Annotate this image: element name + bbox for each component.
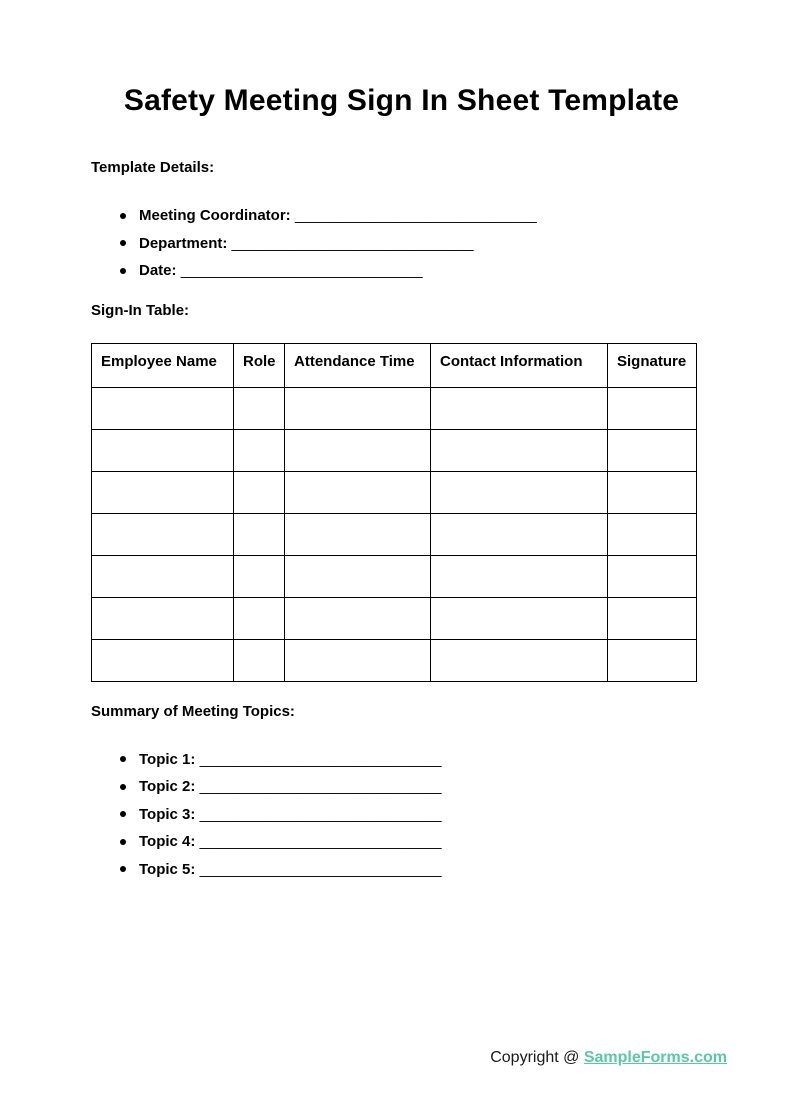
sign-in-table-cell [285, 555, 431, 597]
topic-5-label: Topic 5: [139, 860, 196, 878]
topic-3-blank-line: _____________________________ [199, 805, 442, 823]
sign-in-table-header-row [92, 343, 697, 387]
sign-in-table-cell [234, 513, 285, 555]
sign-in-table [91, 343, 697, 682]
column-header-attendance-time: Attendance Time [285, 343, 431, 387]
date-field [91, 257, 803, 285]
meeting-coordinator-label: Meeting Coordinator: [139, 207, 291, 224]
topic-5-item [91, 856, 803, 884]
topic-2-label: Topic 2: [139, 778, 196, 795]
department-blank-line: _____________________________ [231, 234, 474, 252]
column-header-employee-name: Employee Name [92, 343, 234, 387]
sign-in-table-cell [431, 429, 608, 471]
copyright-text: Copyright @ [490, 1049, 580, 1066]
sign-in-table-cell [285, 639, 431, 681]
sign-in-table-empty-row [92, 429, 697, 471]
sign-in-table-cell [234, 597, 285, 639]
bullet-icon [120, 213, 126, 219]
sign-in-table-cell [431, 597, 608, 639]
sign-in-table-cell [608, 639, 697, 681]
sampleforms-link[interactable]: SampleForms.com [583, 1049, 727, 1066]
sign-in-table-cell [92, 429, 234, 471]
sign-in-table-empty-row [92, 597, 697, 639]
page-title: Safety Meeting Sign In Sheet Template [123, 84, 680, 117]
sign-in-table-cell [234, 639, 285, 681]
sign-in-table-cell [92, 639, 234, 681]
sign-in-table-cell [234, 429, 285, 471]
sign-in-table-cell [285, 429, 431, 471]
sign-in-table-cell [285, 471, 431, 513]
sign-in-table-empty-row [92, 387, 697, 429]
sign-in-table-empty-row [92, 639, 697, 681]
sign-in-table-empty-row [92, 513, 697, 555]
column-header-role: Role [234, 343, 285, 387]
sign-in-table-cell [285, 513, 431, 555]
topic-2-blank-line: _____________________________ [199, 778, 442, 795]
column-header-contact-information: Contact Information [431, 343, 608, 387]
sign-in-table-cell [608, 555, 697, 597]
sign-in-table-cell [234, 471, 285, 513]
sign-in-table-cell [285, 597, 431, 639]
meeting-coordinator-field [91, 202, 803, 230]
sign-in-table-cell [92, 387, 234, 429]
sign-in-table-cell [92, 555, 234, 597]
date-label: Date: [139, 262, 177, 279]
summary-heading: Summary of Meeting Topics: [91, 702, 295, 720]
department-label: Department: [139, 234, 228, 252]
meeting-coordinator-blank-line: _____________________________ [294, 207, 537, 224]
sign-in-table-cell [92, 597, 234, 639]
topic-1-label: Topic 1: [139, 750, 196, 768]
page-footer [490, 1047, 727, 1069]
topics-list [91, 746, 803, 884]
sign-in-table-cell [608, 597, 697, 639]
sign-in-table-cell [92, 471, 234, 513]
column-header-signature: Signature [608, 343, 697, 387]
sign-in-table-cell [608, 429, 697, 471]
sign-in-table-cell [234, 555, 285, 597]
topic-4-blank-line: _____________________________ [199, 833, 442, 850]
sign-in-table-body [92, 387, 697, 681]
sign-in-table-cell [285, 387, 431, 429]
topic-3-item [91, 801, 803, 829]
sign-in-table-cell [234, 387, 285, 429]
sign-in-table-cell [608, 471, 697, 513]
topic-1-item [91, 746, 803, 774]
bullet-icon [120, 240, 126, 246]
bullet-icon [120, 756, 126, 762]
template-details-list [91, 202, 803, 285]
sign-in-table-empty-row [92, 471, 697, 513]
bullet-icon [120, 866, 126, 872]
sign-in-table-heading: Sign-In Table: [91, 301, 190, 319]
bullet-icon [120, 811, 126, 817]
topic-5-blank-line: _____________________________ [199, 860, 442, 878]
topic-4-label: Topic 4: [139, 833, 196, 850]
template-details-heading: Template Details: [91, 159, 215, 176]
sign-in-table-header [92, 343, 697, 387]
bullet-icon [120, 268, 126, 274]
date-blank-line: _____________________________ [180, 262, 423, 279]
sign-in-table-cell [431, 471, 608, 513]
sign-in-table-cell [431, 513, 608, 555]
topic-1-blank-line: _____________________________ [199, 750, 442, 768]
bullet-icon [120, 784, 126, 790]
sign-in-table-cell [431, 555, 608, 597]
sign-in-table-cell [431, 387, 608, 429]
sign-in-table-cell [431, 639, 608, 681]
bullet-icon [120, 839, 126, 845]
sign-in-table-cell [608, 387, 697, 429]
topic-4-item [91, 828, 803, 856]
sign-in-table-cell [92, 513, 234, 555]
sign-in-table-empty-row [92, 555, 697, 597]
department-field [91, 230, 803, 258]
sign-in-table-cell [608, 513, 697, 555]
topic-3-label: Topic 3: [139, 805, 196, 823]
topic-2-item [91, 773, 803, 801]
